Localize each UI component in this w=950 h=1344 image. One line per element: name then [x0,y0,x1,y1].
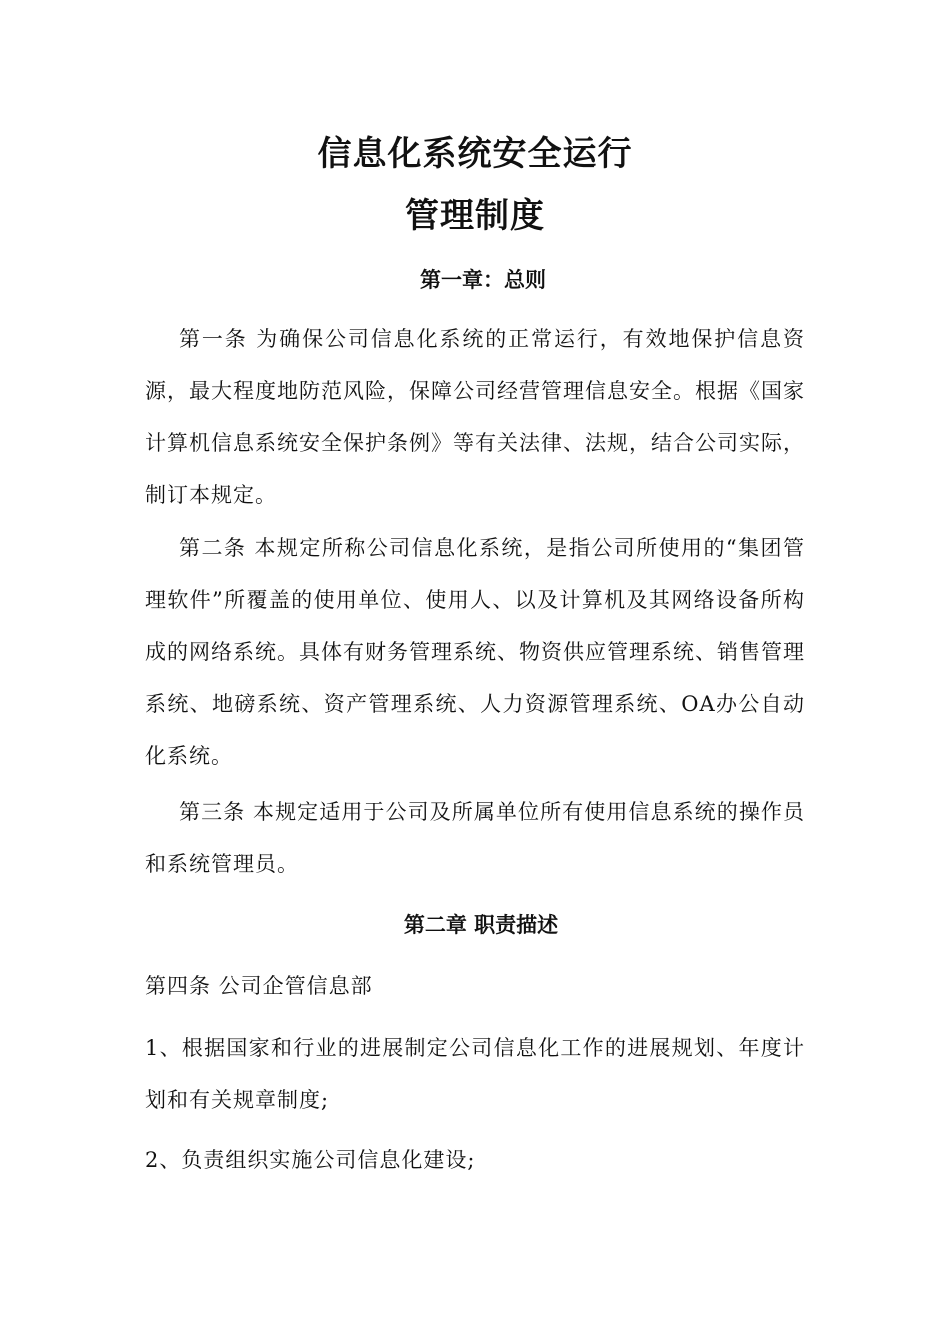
article-4-heading: 第四条 公司企管信息部 [145,974,373,998]
list-item-2: 2、负责组织实施公司信息化建设; [145,1148,476,1172]
article-2-paragraph: 第二条 本规定所称公司信息化系统，是指公司所使用的“集团管理软件”所覆盖的使用单位、使用人、以及计算机及其网络设备所构成的网络系统。具体有财务管理系统、物资供应管理系统、销售管理系统、地磅系统、资产管理系统、人力资源管理系统、OA办公自动化系统。 [145,536,805,768]
list-item-1: 1、根据国家和行业的进展制定公司信息化工作的进展规划、年度计划和有关规章制度; [145,1036,805,1112]
chapter-2-heading: 第二章 职责描述 [403,913,559,937]
document-title-line-1: 信息化系统安全运行 [317,134,633,174]
article-3-paragraph: 第三条 本规定适用于公司及所属单位所有使用信息系统的操作员和系统管理员。 [145,800,805,876]
chapter-1-heading: 第一章：总则 [420,268,546,292]
document-title-line-2: 管理制度 [405,196,545,236]
article-1-paragraph: 第一条 为确保公司信息化系统的正常运行，有效地保护信息资源，最大程度地防范风险，保障公司经营管理信息安全。根据《国家计算机信息系统安全保护条例》等有关法律、法规，结合公司实际，制订本规定。 [145,327,805,507]
